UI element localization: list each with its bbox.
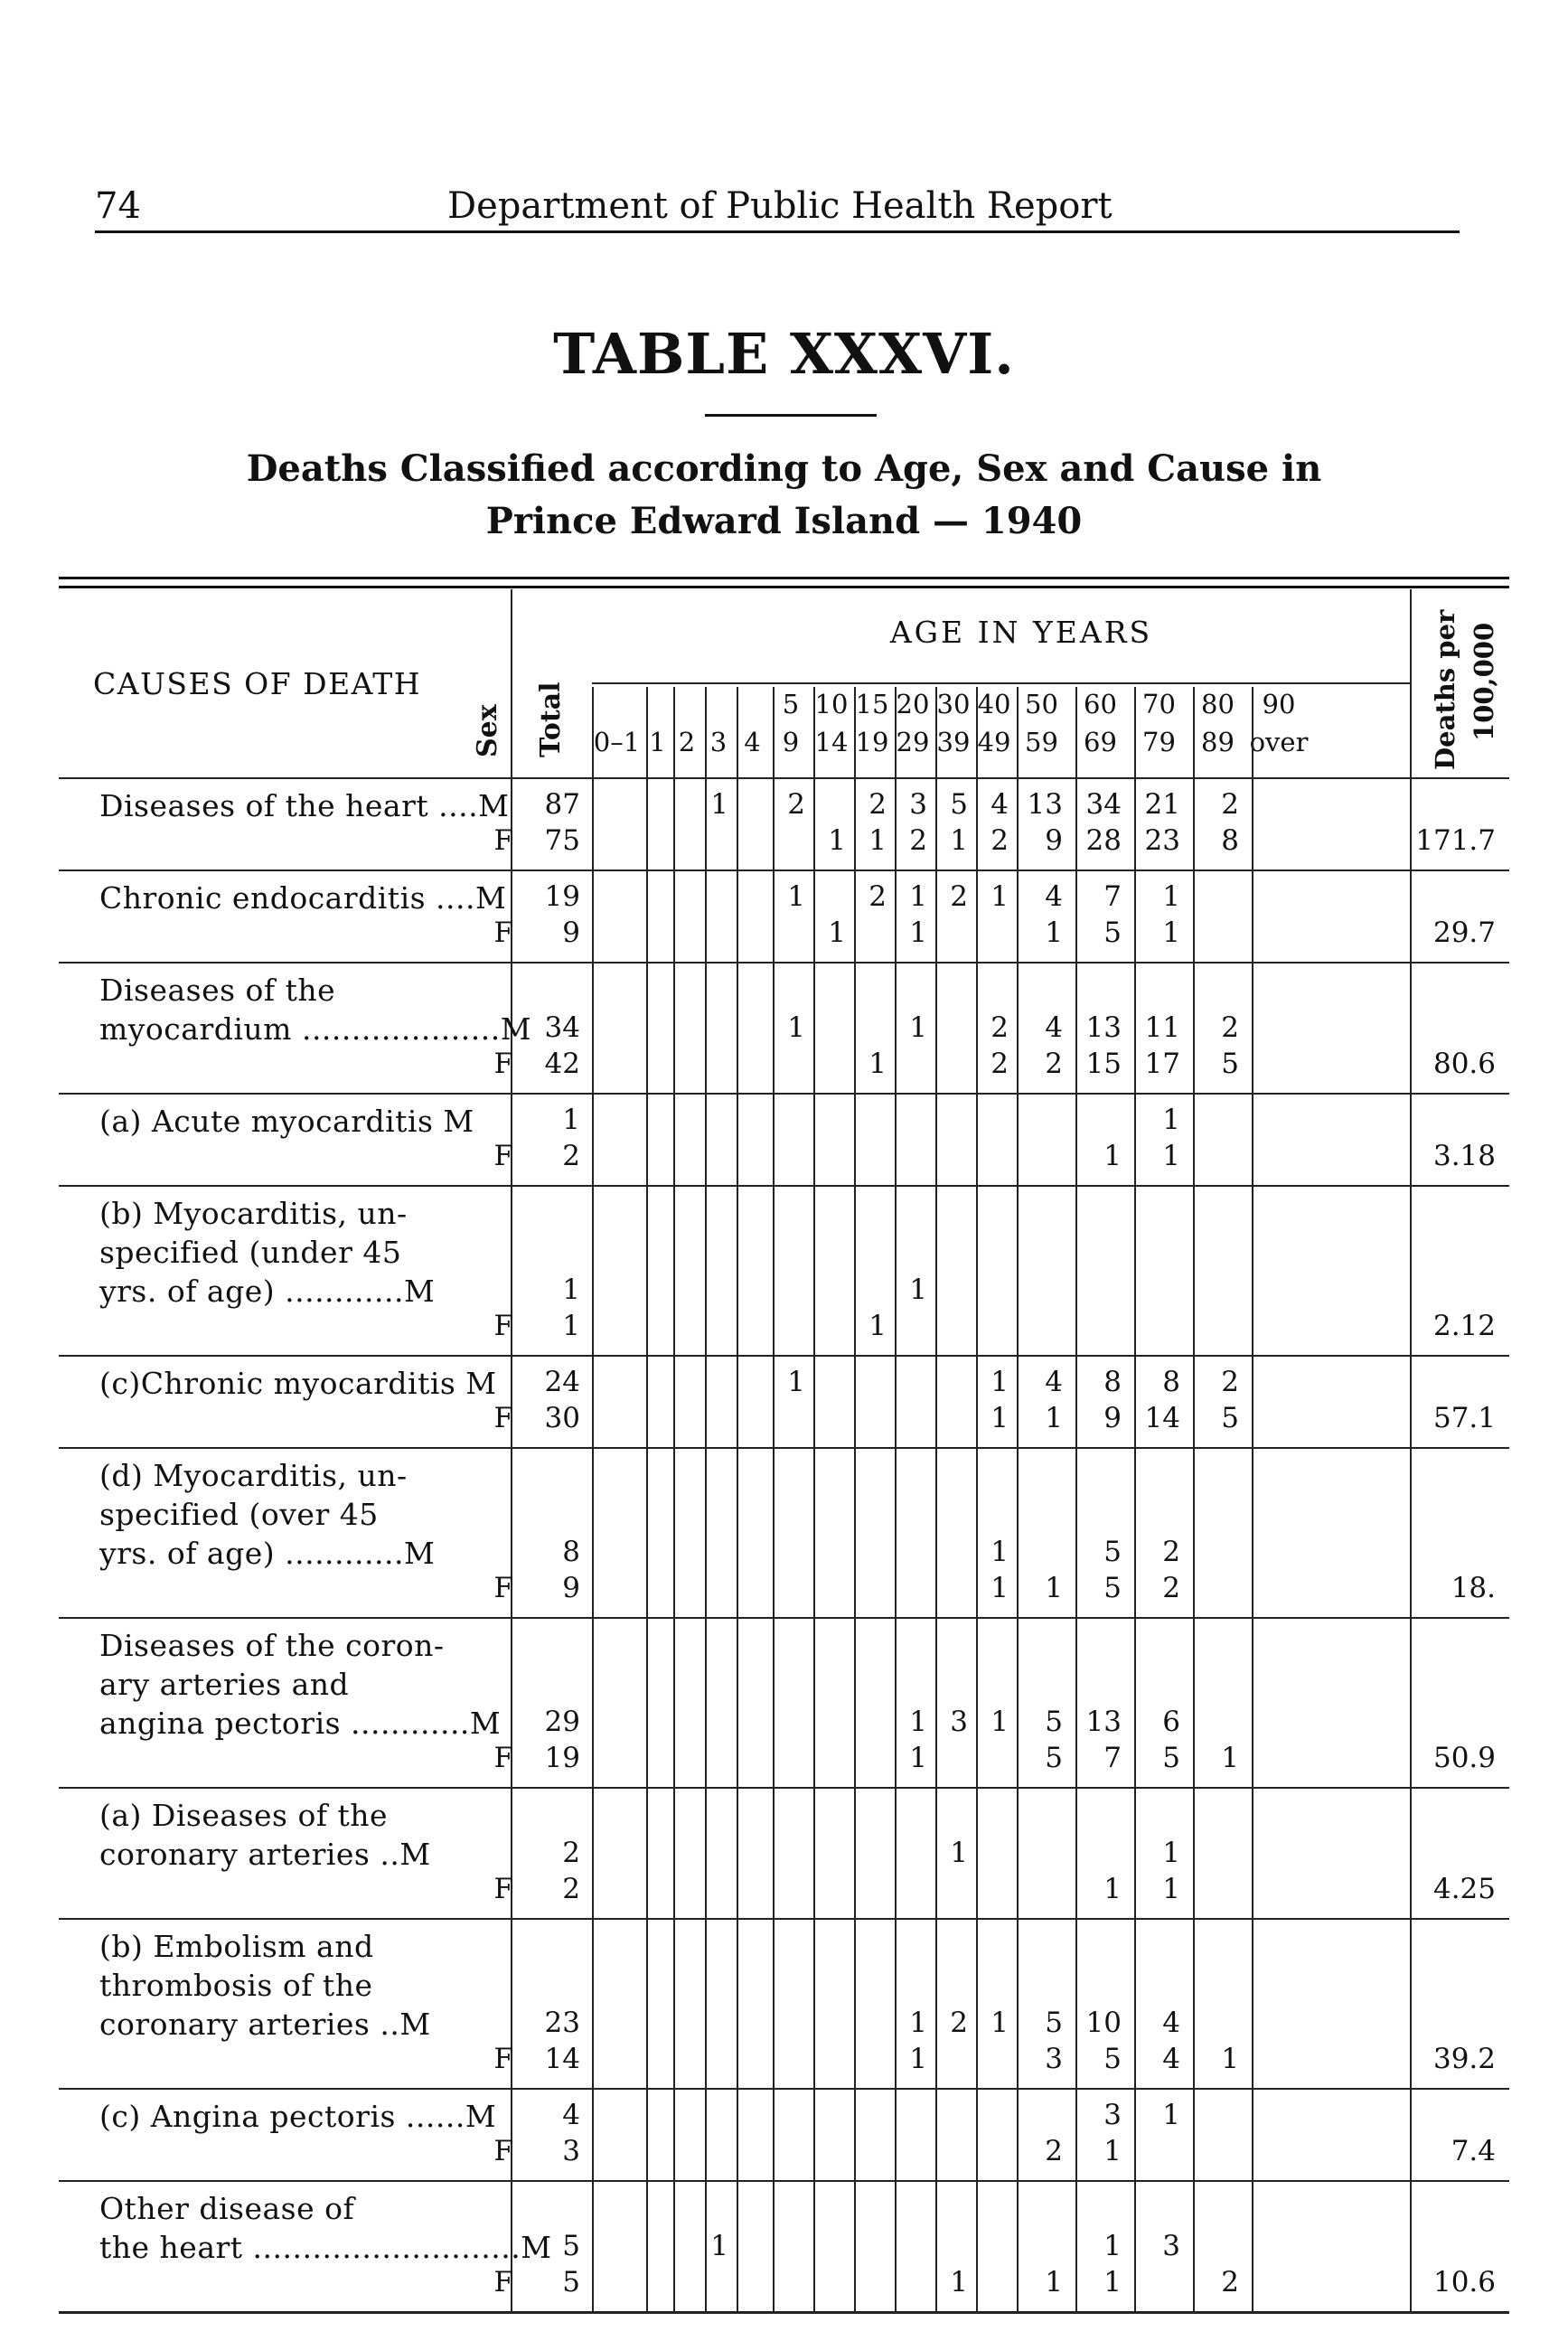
age-cell: 1	[1162, 1104, 1180, 1136]
sex-label: F	[493, 1572, 513, 1604]
age-cell: 5	[950, 788, 968, 821]
sex-label: F	[493, 2043, 513, 2075]
age-column-top: 50	[1025, 689, 1058, 719]
rate-cell: 10.6	[1432, 2266, 1496, 2298]
age-cell: 1	[950, 1837, 968, 1869]
age-cell: 2	[869, 788, 887, 821]
column-separator	[935, 687, 937, 2311]
age-cell: 1	[1045, 916, 1063, 949]
cause-label: the heart ...........................M	[99, 2230, 552, 2265]
cause-label: myocardium ....................M	[99, 1011, 532, 1047]
total-cell: 19	[544, 1742, 580, 1774]
age-cell: 4	[991, 788, 1009, 821]
age-cell: 1	[950, 824, 968, 857]
age-cell: 1	[869, 1048, 887, 1080]
age-cell: 4	[1045, 880, 1063, 913]
page-number: 74	[95, 185, 141, 227]
age-cell: 5	[1045, 2007, 1063, 2039]
age-cell: 2	[1221, 788, 1239, 821]
column-separator	[646, 687, 648, 2311]
age-cell: 5	[1045, 1706, 1063, 1738]
age-cell: 2	[1162, 1536, 1180, 1568]
age-cell: 3	[1045, 2043, 1063, 2075]
age-cell: 1	[1103, 2230, 1122, 2262]
age-cell: 3	[950, 1706, 968, 1738]
total-cell: 9	[562, 916, 580, 949]
rate-cell: 3.18	[1432, 1140, 1496, 1172]
age-cell: 10	[1085, 2007, 1122, 2039]
rate-cell: 171.7	[1415, 824, 1496, 857]
cause-label: Diseases of the heart ....M	[99, 788, 510, 823]
age-cell: 2	[787, 788, 805, 821]
rate-header-line1: Deaths per	[1430, 609, 1460, 770]
age-cell: 8	[1221, 824, 1239, 857]
age-column-bottom: 39	[936, 727, 971, 757]
cause-label: ary arteries and	[99, 1667, 350, 1702]
sex-label: F	[493, 1310, 513, 1342]
age-cell: 2	[869, 880, 887, 913]
total-cell: 30	[544, 1402, 580, 1434]
total-cell: 14	[544, 2043, 580, 2075]
cause-label: Diseases of the	[99, 973, 336, 1008]
sex-label: F	[493, 1048, 513, 1080]
age-cell: 5	[1162, 1742, 1180, 1774]
total-cell: 9	[562, 1572, 580, 1604]
age-cell: 1	[1162, 1837, 1180, 1869]
age-cell: 11	[1144, 1011, 1180, 1044]
cause-label: (c) Angina pectoris ......M	[99, 2099, 497, 2134]
age-cell: 1	[991, 1572, 1009, 1604]
age-cell: 3	[1162, 2230, 1180, 2262]
age-cell: 6	[1162, 1706, 1180, 1738]
age-cell: 4	[1162, 2043, 1180, 2075]
age-cell: 1	[1103, 1873, 1122, 1905]
age-column-bottom: 79	[1142, 727, 1176, 757]
age-cell: 1	[710, 2230, 728, 2262]
cause-label: yrs. of age) ............M	[99, 1536, 436, 1571]
cause-label: thrombosis of the	[99, 1968, 373, 2003]
cause-label: (b) Myocarditis, un-	[99, 1196, 408, 1231]
age-cell: 5	[1221, 1402, 1239, 1434]
age-cell: 9	[1103, 1402, 1122, 1434]
rate-cell: 7.4	[1451, 2135, 1496, 2167]
age-cell: 1	[1162, 880, 1180, 913]
cause-label: (d) Myocarditis, un-	[99, 1458, 408, 1493]
sex-label: F	[493, 2266, 513, 2298]
age-cell: 1	[1221, 2043, 1239, 2075]
age-column-bottom: 59	[1025, 727, 1058, 757]
age-cell: 1	[710, 788, 728, 821]
group-separator	[59, 1617, 1509, 1619]
age-cell: 1	[909, 1274, 927, 1306]
cause-label: (a) Acute myocarditis M	[99, 1104, 474, 1139]
age-cell: 1	[1162, 916, 1180, 949]
age-cell: 1	[1221, 1742, 1239, 1774]
age-cell: 7	[1103, 880, 1122, 913]
age-cell: 1	[869, 824, 887, 857]
group-separator	[59, 962, 1509, 964]
age-cell: 2	[909, 824, 927, 857]
age-cell: 3	[909, 788, 927, 821]
age-cell: 2	[991, 824, 1009, 857]
age-column-bottom: 14	[814, 727, 849, 757]
group-separator	[59, 1355, 1509, 1357]
age-cell: 5	[1045, 1742, 1063, 1774]
age-cell: 13	[1085, 1011, 1122, 1044]
age-cell: 1	[828, 824, 846, 857]
age-cell: 21	[1144, 788, 1180, 821]
age-cell: 1	[909, 2007, 927, 2039]
age-column-top: 90	[1262, 689, 1296, 719]
age-column-top: 10	[814, 689, 849, 719]
age-cell: 15	[1085, 1048, 1122, 1080]
age-header-rule	[592, 682, 1410, 684]
age-column-bottom: 19	[855, 727, 889, 757]
age-column-bottom: 9	[782, 727, 800, 757]
total-cell: 3	[562, 2135, 580, 2167]
header-rule	[95, 230, 1460, 233]
sex-label: F	[493, 2135, 513, 2167]
age-cell: 1	[869, 1310, 887, 1342]
group-separator	[59, 1185, 1509, 1187]
total-cell: 8	[562, 1536, 580, 1568]
cause-label: yrs. of age) ............M	[99, 1274, 436, 1309]
rate-header-line2: 100,000	[1469, 622, 1499, 741]
age-cell: 2	[991, 1011, 1009, 1044]
subtitle-line-2: Prince Edward Island — 1940	[485, 500, 1083, 542]
table-subtitle	[0, 443, 1568, 548]
rate-cell: 39.2	[1432, 2043, 1496, 2075]
age-column-top: 60	[1084, 689, 1117, 719]
age-cell: 1	[991, 1706, 1009, 1738]
age-cell: 14	[1144, 1402, 1180, 1434]
cause-label: coronary arteries ..M	[99, 2007, 431, 2042]
rate-cell: 4.25	[1432, 1873, 1496, 1905]
age-cell: 1	[991, 1366, 1009, 1398]
age-column-bottom: 4	[744, 727, 761, 757]
cause-label: Other disease of	[99, 2191, 355, 2226]
column-separator	[1017, 687, 1019, 2311]
age-cell: 2	[950, 880, 968, 913]
age-cell: 1	[991, 880, 1009, 913]
age-cell: 1	[909, 880, 927, 913]
total-cell: 24	[544, 1366, 580, 1398]
sex-label: F	[493, 1140, 513, 1172]
age-column-bottom: 49	[977, 727, 1011, 757]
age-cell: 4	[1045, 1011, 1063, 1044]
age-column-top: 15	[855, 689, 889, 719]
age-cell: 1	[950, 2266, 968, 2298]
sex-header: Sex	[472, 704, 503, 757]
rate-cell: 50.9	[1432, 1742, 1496, 1774]
age-cell: 5	[1103, 916, 1122, 949]
age-cell: 1	[909, 1011, 927, 1044]
column-separator	[1252, 687, 1253, 2311]
age-column-bottom: 29	[896, 727, 930, 757]
cause-label: (b) Embolism and	[99, 1929, 374, 1964]
total-cell: 23	[544, 2007, 580, 2039]
cause-label: Chronic endocarditis ....M	[99, 880, 507, 916]
age-cell: 2	[991, 1048, 1009, 1080]
cause-label: specified (over 45	[99, 1497, 379, 1532]
sex-label: F	[493, 916, 513, 949]
age-column-top: 20	[896, 689, 930, 719]
age-cell: 1	[1045, 2266, 1063, 2298]
rate-cell: 57.1	[1432, 1402, 1496, 1434]
age-cell: 8	[1162, 1366, 1180, 1398]
age-cell: 2	[1162, 1572, 1180, 1604]
age-column-bottom: 0–1	[593, 727, 641, 757]
rate-cell: 2.12	[1432, 1310, 1496, 1342]
total-cell: 1	[562, 1274, 580, 1306]
age-cell: 1	[1045, 1572, 1063, 1604]
age-cell: 5	[1103, 2043, 1122, 2075]
group-separator	[59, 870, 1509, 871]
age-cell: 1	[1103, 2135, 1122, 2167]
age-column-top: 70	[1142, 689, 1176, 719]
age-cell: 2	[1221, 2266, 1239, 2298]
column-separator	[592, 687, 594, 2311]
cause-label: Diseases of the coron-	[99, 1628, 445, 1663]
age-cell: 23	[1144, 824, 1180, 857]
group-separator	[59, 1447, 1509, 1449]
column-separator	[673, 687, 675, 2311]
age-cell: 8	[1103, 1366, 1122, 1398]
group-separator	[59, 1093, 1509, 1095]
age-cell: 1	[787, 1366, 805, 1398]
column-separator	[854, 687, 856, 2311]
age-cell: 5	[1221, 1048, 1239, 1080]
column-separator	[705, 687, 707, 2311]
age-column-bottom: 2	[678, 727, 696, 757]
total-cell: 19	[544, 880, 580, 913]
causes-header: CAUSES OF DEATH	[93, 666, 421, 701]
age-cell: 2	[1045, 2135, 1063, 2167]
table-bottom-rule	[59, 2311, 1509, 2314]
column-separator	[737, 687, 738, 2311]
rate-cell: 29.7	[1432, 916, 1496, 949]
age-column-top: 40	[977, 689, 1011, 719]
column-separator	[1193, 687, 1195, 2311]
total-cell: 5	[562, 2230, 580, 2262]
age-column-bottom: over	[1249, 727, 1309, 757]
age-column-top: 80	[1201, 689, 1235, 719]
table-top-rule	[59, 577, 1509, 579]
age-cell: 17	[1144, 1048, 1180, 1080]
total-cell: 42	[544, 1048, 580, 1080]
age-cell: 13	[1027, 788, 1063, 821]
sex-label: F	[493, 1742, 513, 1774]
age-column-top: 30	[936, 689, 971, 719]
total-cell: 2	[562, 1140, 580, 1172]
cause-label: (c)Chronic myocarditis M	[99, 1366, 497, 1401]
age-column-bottom: 1	[649, 727, 666, 757]
age-cell: 1	[1162, 1140, 1180, 1172]
group-separator	[59, 2088, 1509, 2090]
age-cell: 1	[991, 1536, 1009, 1568]
subtitle-line-1: Deaths Classified according to Age, Sex and Cause in	[246, 447, 1322, 490]
table-title: TABLE XXXVI.	[553, 321, 1015, 387]
total-cell: 2	[562, 1837, 580, 1869]
age-cell: 34	[1085, 788, 1122, 821]
cause-label: coronary arteries ..M	[99, 1837, 431, 1872]
group-separator	[59, 1787, 1509, 1789]
total-cell: 1	[562, 1310, 580, 1342]
age-cell: 2	[1045, 1048, 1063, 1080]
total-cell: 75	[544, 824, 580, 857]
age-cell: 1	[991, 1402, 1009, 1434]
page-header	[95, 185, 1460, 232]
age-cell: 3	[1103, 2099, 1122, 2131]
age-cell: 1	[1162, 2099, 1180, 2131]
age-cell: 13	[1085, 1706, 1122, 1738]
cause-label: specified (under 45	[99, 1235, 402, 1270]
sex-label: F	[493, 824, 513, 857]
age-cell: 1	[909, 916, 927, 949]
group-separator	[59, 2180, 1509, 2182]
age-cell: 4	[1045, 1366, 1063, 1398]
running-title: Department of Public Health Report	[447, 185, 1113, 227]
total-cell: 1	[562, 1104, 580, 1136]
cause-label: (a) Diseases of the	[99, 1798, 389, 1833]
age-column-top: 5	[782, 689, 800, 719]
total-cell: 87	[544, 788, 580, 821]
age-cell: 1	[909, 1742, 927, 1774]
cause-label: angina pectoris ............M	[99, 1706, 502, 1741]
column-separator	[1134, 687, 1136, 2311]
age-cell: 5	[1103, 1572, 1122, 1604]
age-column-bottom: 3	[709, 727, 728, 757]
age-column-bottom: 89	[1201, 727, 1235, 757]
total-header: Total	[535, 682, 567, 757]
age-cell: 1	[1103, 1140, 1122, 1172]
total-cell: 4	[562, 2099, 580, 2131]
header-bottom-rule	[59, 777, 1509, 779]
age-cell: 1	[909, 1706, 927, 1738]
total-cell: 2	[562, 1873, 580, 1905]
age-cell: 1	[1103, 2266, 1122, 2298]
table-top-rule-inner	[59, 586, 1509, 588]
age-column-bottom: 69	[1084, 727, 1117, 757]
age-cell: 2	[950, 2007, 968, 2039]
sex-label: F	[493, 1873, 513, 1905]
age-cell: 9	[1045, 824, 1063, 857]
age-cell: 1	[1162, 1873, 1180, 1905]
age-cell: 4	[1162, 2007, 1180, 2039]
age-cell: 2	[1221, 1366, 1239, 1398]
age-in-years-header: AGE IN YEARS	[889, 615, 1153, 650]
age-cell: 5	[1103, 1536, 1122, 1568]
group-separator	[59, 1918, 1509, 1920]
age-cell: 1	[828, 916, 846, 949]
column-separator	[773, 687, 775, 2311]
title-rule	[705, 414, 877, 417]
age-cell: 1	[787, 880, 805, 913]
age-cell: 7	[1103, 1742, 1122, 1774]
age-cell: 28	[1085, 824, 1122, 857]
age-cell: 1	[1045, 1402, 1063, 1434]
age-cell: 1	[909, 2043, 927, 2075]
total-cell: 34	[544, 1011, 580, 1044]
rate-cell: 18.	[1451, 1572, 1496, 1604]
age-cell: 1	[991, 2007, 1009, 2039]
age-cell: 1	[787, 1011, 805, 1044]
total-cell: 5	[562, 2266, 580, 2298]
column-separator	[976, 687, 978, 2311]
rate-cell: 80.6	[1432, 1048, 1496, 1080]
sex-label: F	[493, 1402, 513, 1434]
column-separator	[1075, 687, 1077, 2311]
total-cell: 29	[544, 1706, 580, 1738]
age-cell: 2	[1221, 1011, 1239, 1044]
